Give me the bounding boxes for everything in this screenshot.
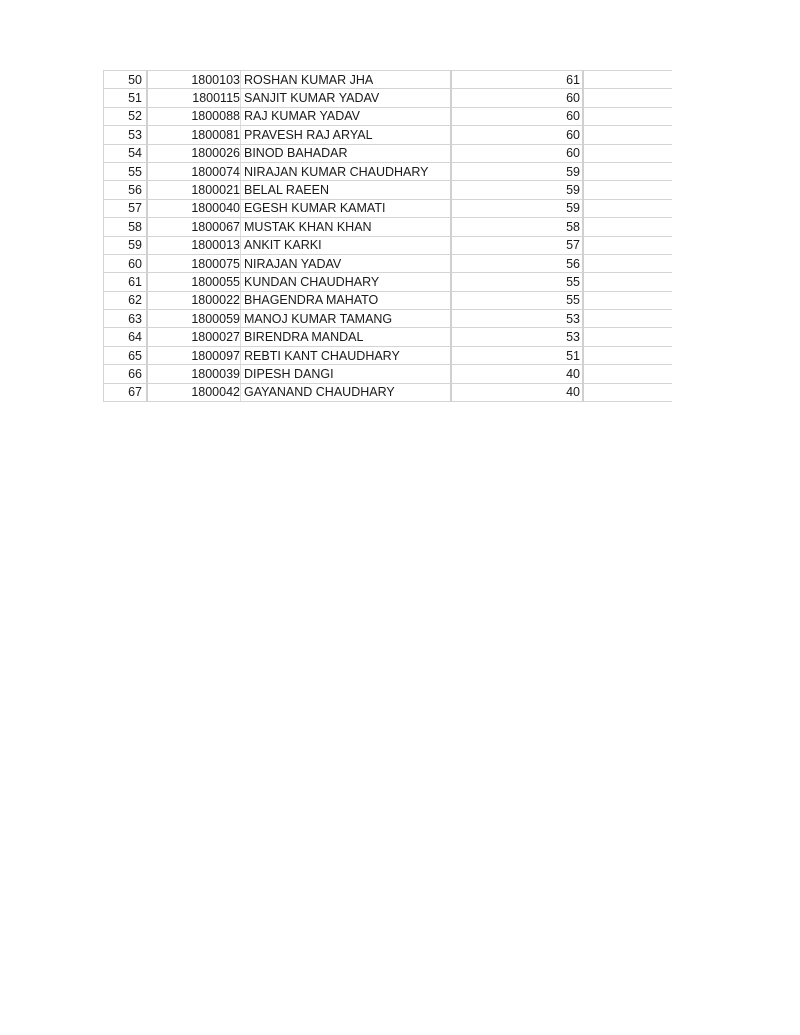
- empty-cell: [583, 181, 672, 199]
- empty-cell: [583, 107, 672, 125]
- empty-cell: [583, 236, 672, 254]
- student-name-cell: MUSTAK KHAN KHAN: [241, 218, 452, 236]
- score-cell: 60: [451, 144, 583, 162]
- student-name-cell: NIRAJAN KUMAR CHAUDHARY: [241, 162, 452, 180]
- table-row: [104, 291, 673, 309]
- score-cell: 58: [451, 218, 583, 236]
- student-name-cell: BINOD BAHADAR: [241, 144, 452, 162]
- student-name-cell: BELAL RAEEN: [241, 181, 452, 199]
- roll-number-cell: 1800013: [147, 236, 241, 254]
- serial-number-cell: 58: [104, 218, 148, 236]
- table-row: [104, 383, 673, 401]
- serial-number-cell: 50: [104, 71, 148, 89]
- student-name-cell: BHAGENDRA MAHATO: [241, 291, 452, 309]
- student-name-cell: PRAVESH RAJ ARYAL: [241, 126, 452, 144]
- score-cell: 60: [451, 126, 583, 144]
- serial-number-cell: 64: [104, 328, 148, 346]
- roll-number-cell: 1800055: [147, 273, 241, 291]
- table-row: [104, 365, 673, 383]
- score-cell: 56: [451, 254, 583, 272]
- student-name-cell: GAYANAND CHAUDHARY: [241, 383, 452, 401]
- empty-cell: [583, 383, 672, 401]
- empty-cell: [583, 126, 672, 144]
- student-name-cell: REBTI KANT CHAUDHARY: [241, 346, 452, 364]
- student-name-cell: RAJ KUMAR YADAV: [241, 107, 452, 125]
- roll-number-cell: 1800026: [147, 144, 241, 162]
- empty-cell: [583, 162, 672, 180]
- serial-number-cell: 51: [104, 89, 148, 107]
- serial-number-cell: 55: [104, 162, 148, 180]
- score-cell: 40: [451, 383, 583, 401]
- table-row: [104, 328, 673, 346]
- score-cell: 59: [451, 162, 583, 180]
- empty-cell: [583, 310, 672, 328]
- serial-number-cell: 53: [104, 126, 148, 144]
- serial-number-cell: 59: [104, 236, 148, 254]
- serial-number-cell: 60: [104, 254, 148, 272]
- score-cell: 51: [451, 346, 583, 364]
- score-cell: 53: [451, 310, 583, 328]
- roll-number-cell: 1800021: [147, 181, 241, 199]
- table-row: [104, 236, 673, 254]
- serial-number-cell: 63: [104, 310, 148, 328]
- roll-number-cell: 1800039: [147, 365, 241, 383]
- table-row: [104, 162, 673, 180]
- roll-number-cell: 1800040: [147, 199, 241, 217]
- student-name-cell: ANKIT KARKI: [241, 236, 452, 254]
- empty-cell: [583, 254, 672, 272]
- roll-number-cell: 1800103: [147, 71, 241, 89]
- empty-cell: [583, 218, 672, 236]
- roll-number-cell: 1800075: [147, 254, 241, 272]
- results-table: [103, 70, 672, 402]
- serial-number-cell: 57: [104, 199, 148, 217]
- empty-cell: [583, 89, 672, 107]
- empty-cell: [583, 346, 672, 364]
- serial-number-cell: 65: [104, 346, 148, 364]
- roll-number-cell: 1800097: [147, 346, 241, 364]
- empty-cell: [583, 144, 672, 162]
- serial-number-cell: 52: [104, 107, 148, 125]
- table-row: [104, 181, 673, 199]
- table-row: [104, 71, 673, 89]
- empty-cell: [583, 199, 672, 217]
- roll-number-cell: 1800042: [147, 383, 241, 401]
- empty-cell: [583, 365, 672, 383]
- table-row: [104, 107, 673, 125]
- serial-number-cell: 66: [104, 365, 148, 383]
- serial-number-cell: 61: [104, 273, 148, 291]
- results-table-body: [104, 71, 673, 402]
- score-cell: 40: [451, 365, 583, 383]
- score-cell: 57: [451, 236, 583, 254]
- roll-number-cell: 1800081: [147, 126, 241, 144]
- table-row: [104, 346, 673, 364]
- empty-cell: [583, 291, 672, 309]
- serial-number-cell: 62: [104, 291, 148, 309]
- serial-number-cell: 67: [104, 383, 148, 401]
- score-cell: 59: [451, 199, 583, 217]
- score-cell: 55: [451, 273, 583, 291]
- table-row: [104, 89, 673, 107]
- student-name-cell: DIPESH DANGI: [241, 365, 452, 383]
- student-name-cell: BIRENDRA MANDAL: [241, 328, 452, 346]
- student-name-cell: KUNDAN CHAUDHARY: [241, 273, 452, 291]
- roll-number-cell: 1800027: [147, 328, 241, 346]
- roll-number-cell: 1800074: [147, 162, 241, 180]
- roll-number-cell: 1800067: [147, 218, 241, 236]
- score-cell: 53: [451, 328, 583, 346]
- table-row: [104, 126, 673, 144]
- student-name-cell: ROSHAN KUMAR JHA: [241, 71, 452, 89]
- student-name-cell: EGESH KUMAR KAMATI: [241, 199, 452, 217]
- roll-number-cell: 1800022: [147, 291, 241, 309]
- student-name-cell: MANOJ KUMAR TAMANG: [241, 310, 452, 328]
- table-row: [104, 218, 673, 236]
- serial-number-cell: 56: [104, 181, 148, 199]
- roll-number-cell: 1800115: [147, 89, 241, 107]
- empty-cell: [583, 328, 672, 346]
- student-name-cell: NIRAJAN YADAV: [241, 254, 452, 272]
- table-row: [104, 199, 673, 217]
- roll-number-cell: 1800059: [147, 310, 241, 328]
- score-cell: 60: [451, 89, 583, 107]
- serial-number-cell: 54: [104, 144, 148, 162]
- table-row: [104, 144, 673, 162]
- student-name-cell: SANJIT KUMAR YADAV: [241, 89, 452, 107]
- table-row: [104, 310, 673, 328]
- empty-cell: [583, 273, 672, 291]
- score-cell: 55: [451, 291, 583, 309]
- empty-cell: [583, 71, 672, 89]
- score-cell: 61: [451, 71, 583, 89]
- score-cell: 59: [451, 181, 583, 199]
- table-row: [104, 273, 673, 291]
- table-row: [104, 254, 673, 272]
- score-cell: 60: [451, 107, 583, 125]
- roll-number-cell: 1800088: [147, 107, 241, 125]
